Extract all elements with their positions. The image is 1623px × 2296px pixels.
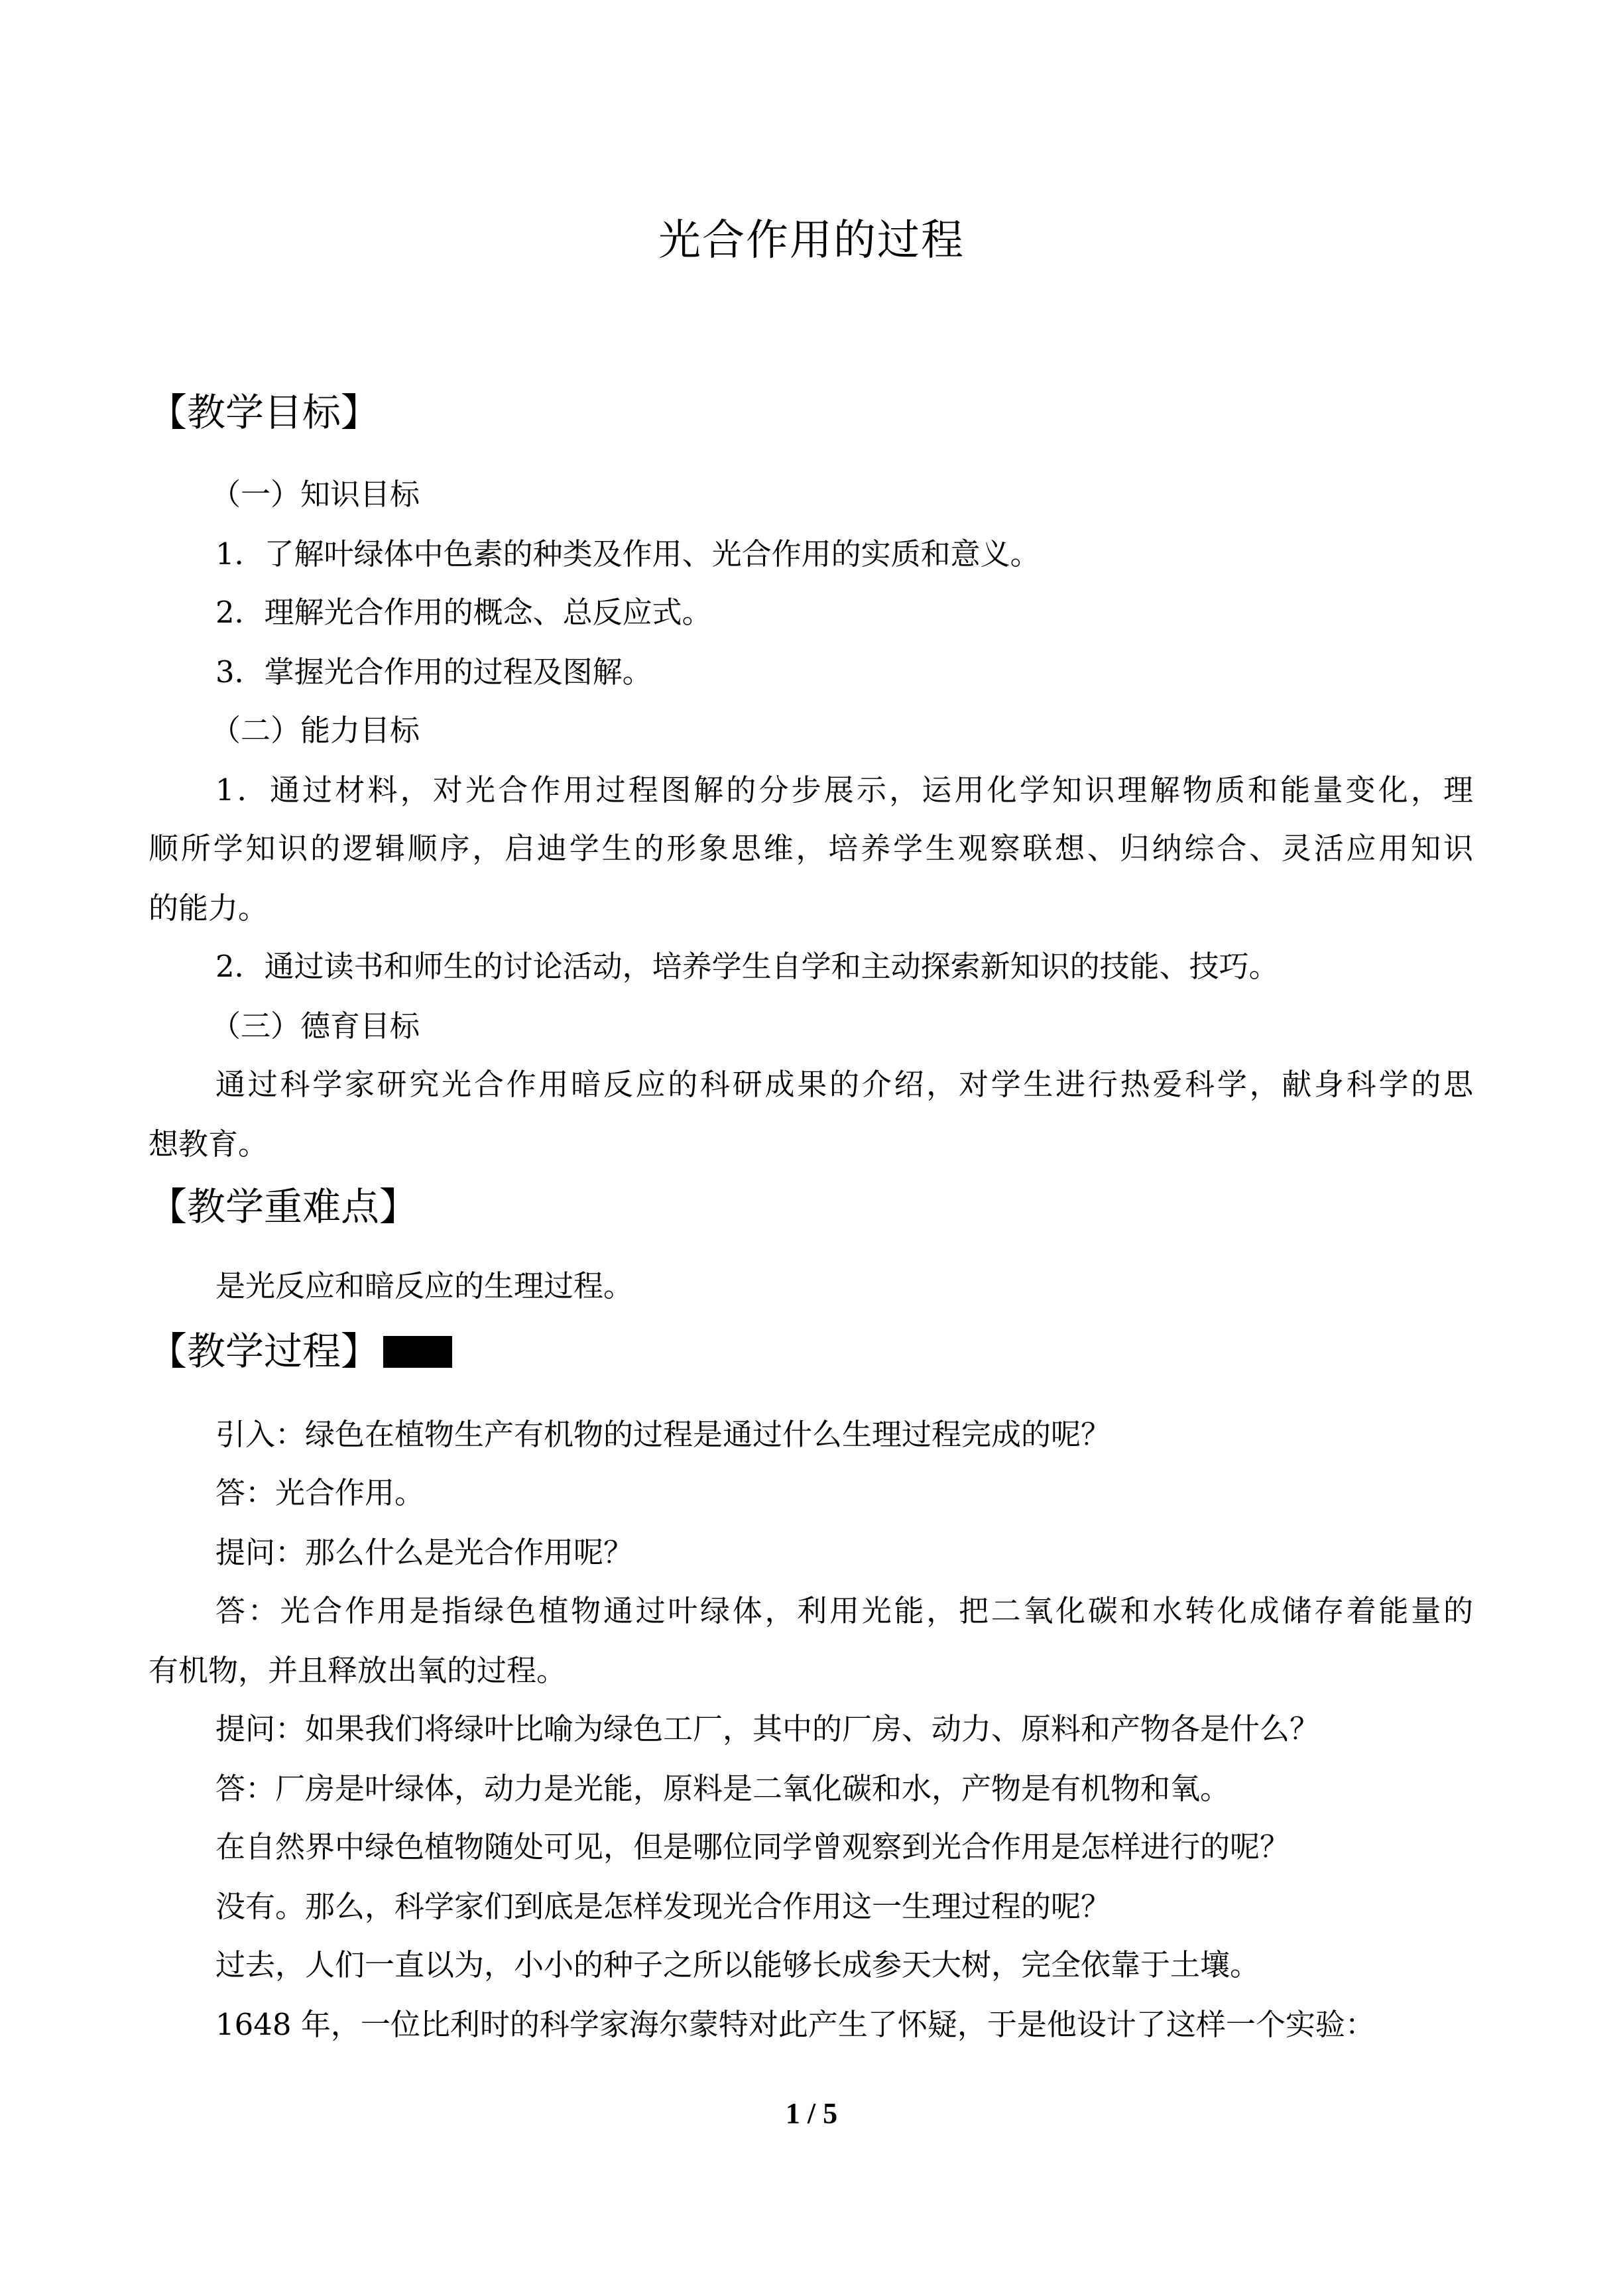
heading-process-label: 【教学过程】 [149,1329,380,1374]
paragraph: 过去，人们一直以为，小小的种子之所以能够长成参天大树，完全依靠于土壤。 [215,1947,1260,1982]
paragraph: 想教育。 [149,1126,269,1162]
paragraph: 1．通过材料，对光合作用过程图解的分步展示，运用化学知识理解物质和能量变化，理 [215,772,1473,808]
paragraph: 答：光合作用是指绿色植物通过叶绿体，利用光能，把二氧化碳和水转化成储存着能量的 [215,1593,1473,1628]
paragraph: 的能力。 [149,890,269,926]
heading-keypoints: 【教学重难点】 [149,1184,418,1229]
paragraph: 答：厂房是叶绿体，动力是光能，原料是二氧化碳和水，产物是有机物和氧。 [215,1771,1231,1806]
paragraph: 3．掌握光合作用的过程及图解。 [215,654,652,690]
subheading-ability: （二）能力目标 [211,713,420,748]
paragraph: 提问：如果我们将绿叶比喻为绿色工厂，其中的厂房、动力、原料和产物各是什么？ [215,1711,1320,1746]
paragraph: 有机物，并且释放出氧的过程。 [149,1653,567,1688]
subheading-knowledge: （一）知识目标 [211,477,420,512]
paragraph: 2．理解光合作用的概念、总反应式。 [215,595,712,630]
redaction-block [383,1336,452,1368]
paragraph: 答：光合作用。 [215,1475,425,1510]
paragraph: 2．通过读书和师生的讨论活动，培养学生自学和主动探索新知识的技能、技巧。 [215,949,1279,984]
paragraph: 是光反应和暗反应的生理过程。 [215,1268,634,1303]
paragraph: 通过科学家研究光合作用暗反应的科研成果的介绍，对学生进行热爱科学，献身科学的思 [215,1067,1473,1102]
heading-objectives: 【教学目标】 [149,390,380,435]
subheading-moral: （三）德育目标 [211,1008,420,1044]
paragraph: 引入：绿色在植物生产有机物的过程是通过什么生理过程完成的呢？ [215,1417,1111,1452]
paragraph: 在自然界中绿色植物随处可见，但是哪位同学曾观察到光合作用是怎样进行的呢？ [215,1829,1290,1864]
page-title: 光合作用的过程 [658,216,965,265]
paragraph: 1648 年，一位比利时的科学家海尔蒙特对此产生了怀疑，于是他设计了这样一个实验： [215,2007,1375,2042]
paragraph: 提问：那么什么是光合作用呢？ [215,1535,634,1570]
paragraph: 顺所学知识的逻辑顺序，启迪学生的形象思维，培养学生观察联想、归纳综合、灵活应用知识 [149,831,1473,866]
heading-process [149,1325,452,1378]
paragraph: 1．了解叶绿体中色素的种类及作用、光合作用的实质和意义。 [215,536,1040,572]
paragraph: 没有。那么，科学家们到底是怎样发现光合作用这一生理过程的呢？ [215,1889,1111,1924]
page-number: 1 / 5 [785,2097,838,2130]
